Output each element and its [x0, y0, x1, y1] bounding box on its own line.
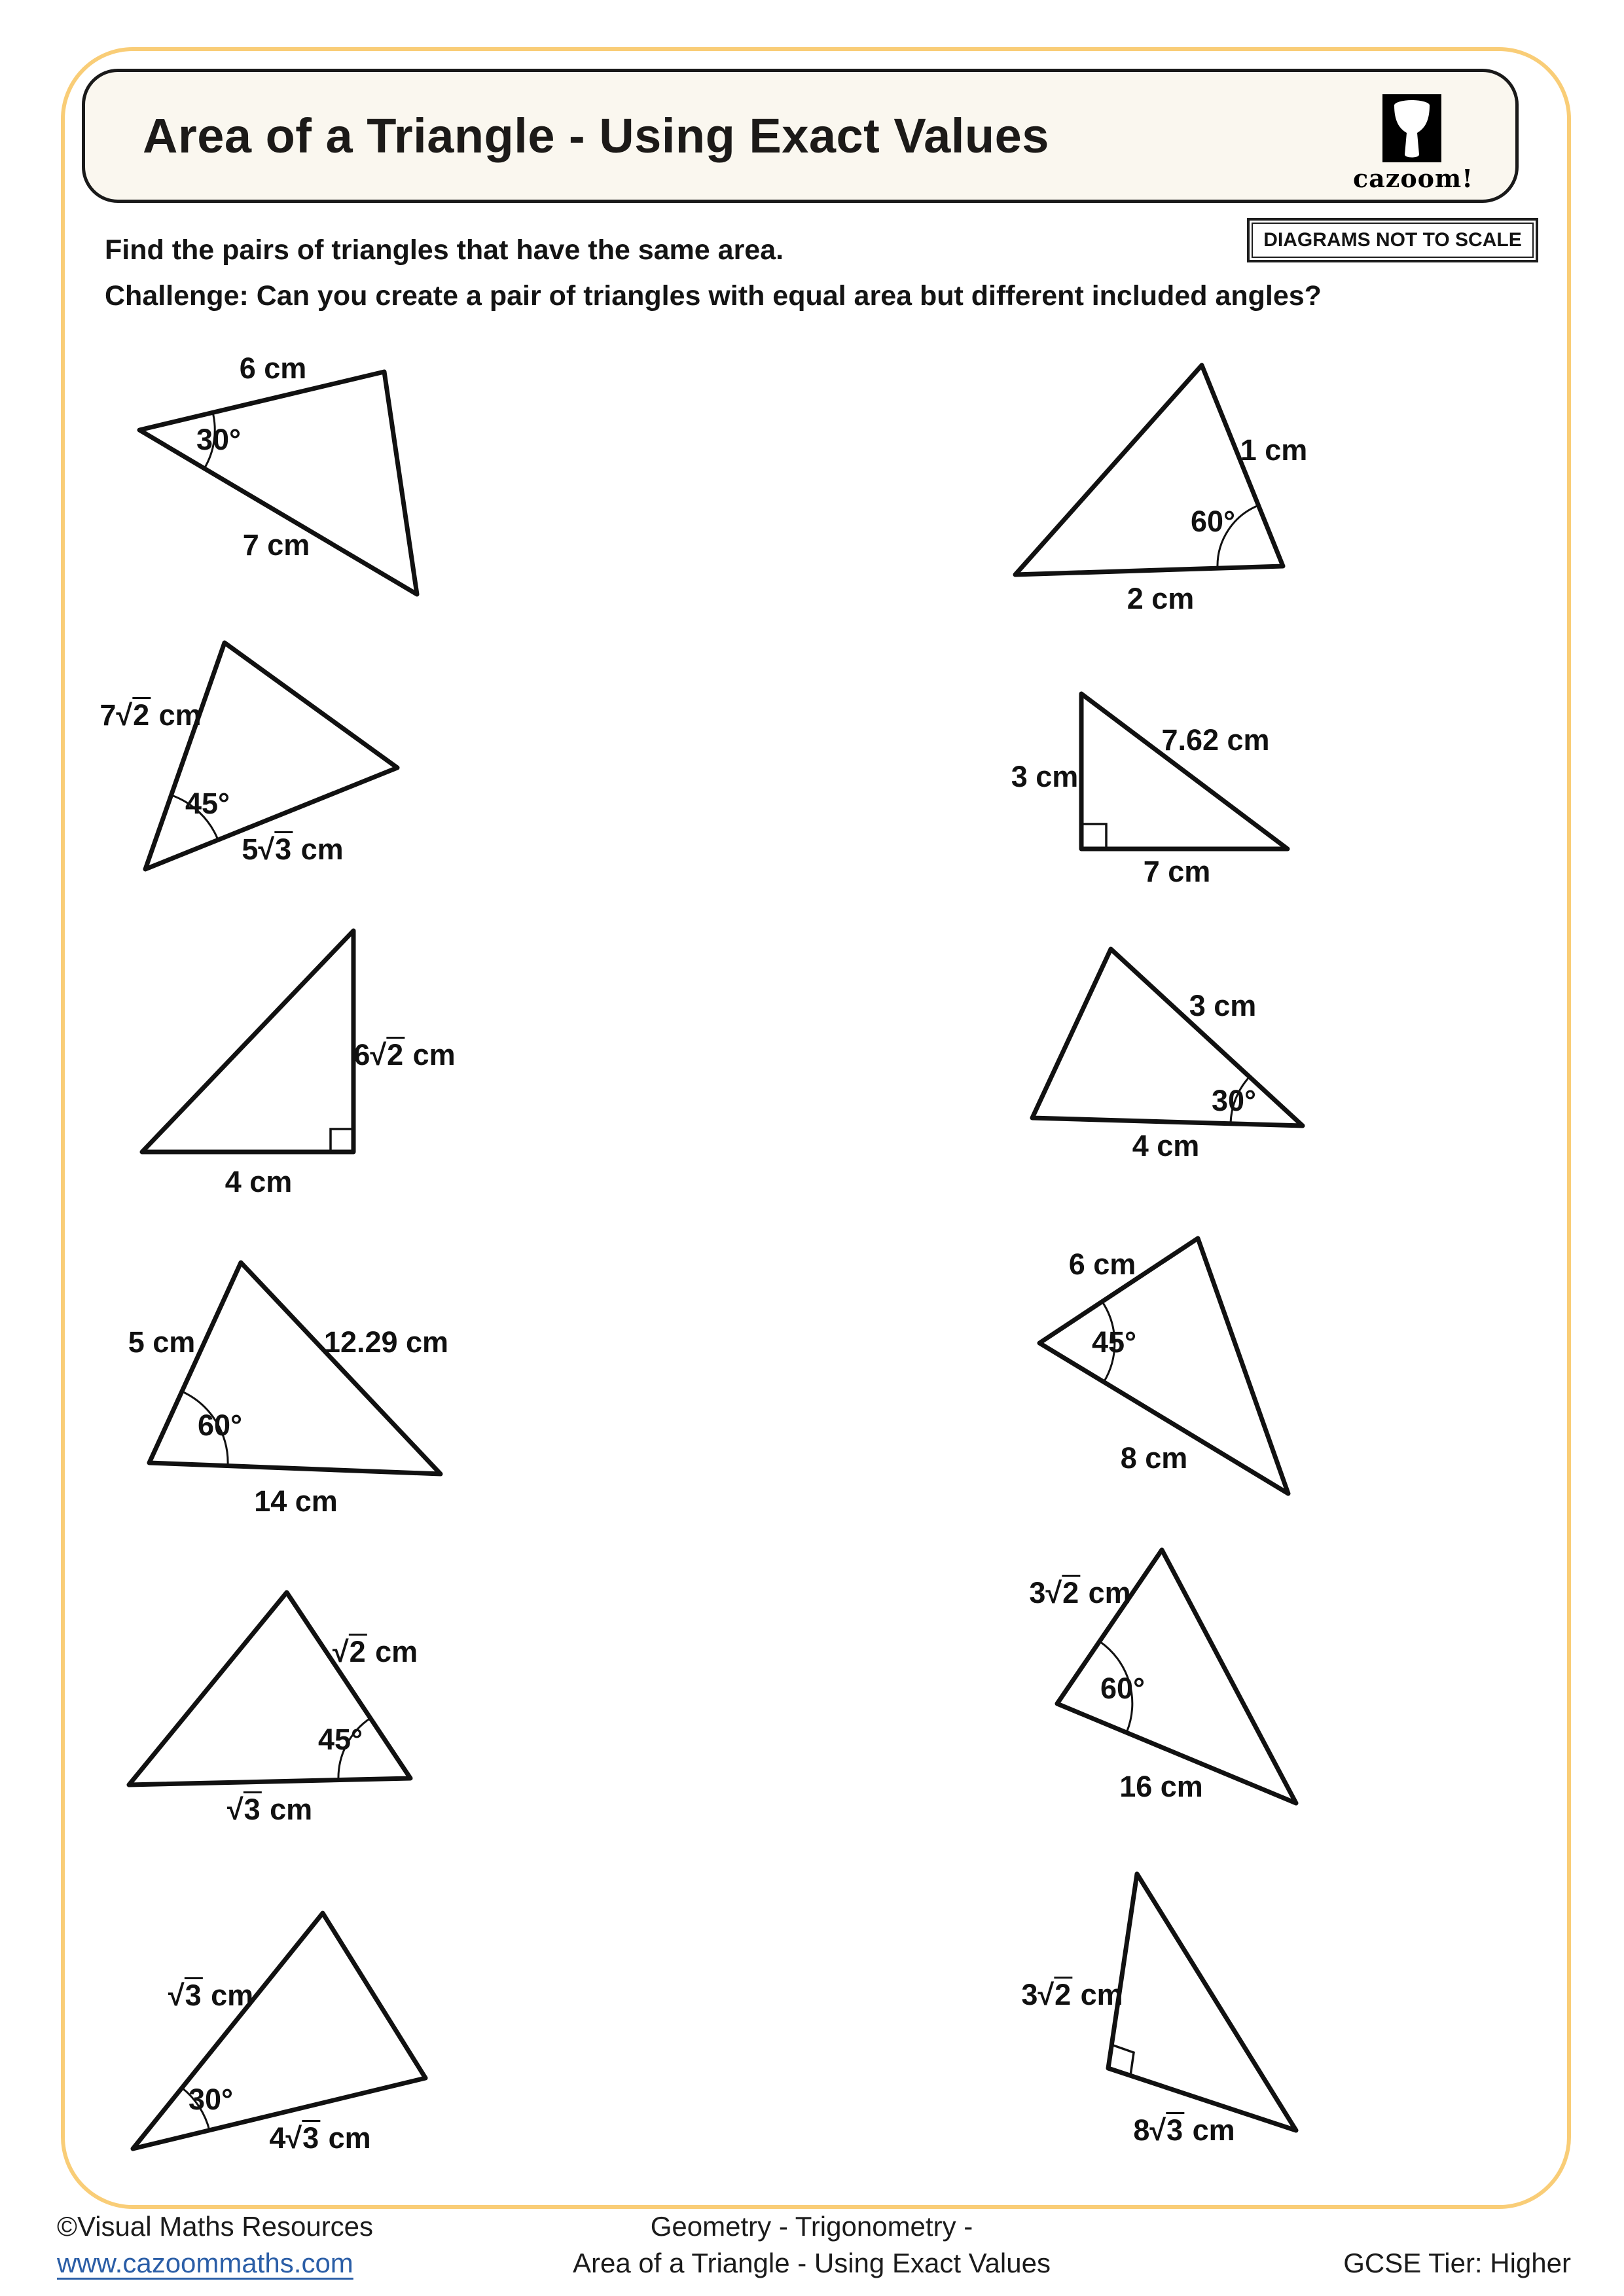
t10-angle-label: 60° — [1100, 1672, 1146, 1705]
t6-side-label: 3 cm — [1189, 989, 1257, 1022]
challenge-text: Challenge: Can you create a pair of triangles with equal area but different included angles? — [105, 280, 1322, 312]
t9-side-label: √3 cm — [226, 1793, 313, 1826]
copyright-text: ©Visual Maths Resources — [57, 2211, 374, 2242]
t10-side-label: 3√2 cm — [1029, 1576, 1131, 1609]
t11-side-label: √3 cm — [168, 1979, 254, 2012]
footer-topic-line2: Area of a Triangle - Using Exact Values — [573, 2248, 1051, 2278]
triangle-4-shape — [1081, 694, 1288, 849]
t4-side-label: 7.62 cm — [1161, 723, 1270, 757]
triangle-9-shape — [129, 1592, 410, 1785]
t10-side-label: 16 cm — [1119, 1770, 1203, 1803]
t2-side-label: 1 cm — [1240, 433, 1308, 467]
t7-side-label: 14 cm — [254, 1484, 338, 1518]
t4-side-label: 7 cm — [1143, 855, 1211, 888]
tier-label: GCSE Tier: Higher — [1343, 2248, 1571, 2278]
t9-side-label: √2 cm — [332, 1635, 418, 1668]
t7-angle-label: 60° — [197, 1408, 243, 1442]
not-to-scale-text: DIAGRAMS NOT TO SCALE — [1252, 223, 1534, 258]
t8-side-label: 8 cm — [1120, 1441, 1188, 1475]
t1-side-label: 6 cm — [239, 351, 307, 385]
t7-side-label: 12.29 cm — [323, 1325, 449, 1359]
t7-side-label: 5 cm — [128, 1325, 196, 1359]
t8-angle-label: 45° — [1091, 1325, 1137, 1359]
t3-side-label: 5√3 cm — [242, 833, 344, 866]
t11-angle-label: 30° — [188, 2083, 234, 2116]
t11-side-label: 4√3 cm — [269, 2121, 371, 2155]
triangle-5-shape — [142, 931, 353, 1152]
t1-side-label: 7 cm — [242, 528, 310, 562]
t3-angle-label: 45° — [185, 787, 230, 820]
t4-side-label: 3 cm — [1011, 760, 1079, 793]
triangle-2-shape — [1015, 365, 1283, 575]
triangle-11-shape — [133, 1913, 425, 2149]
t12-side-label: 8√3 cm — [1133, 2113, 1235, 2147]
t9-angle-label: 45° — [317, 1723, 363, 1756]
logo-wordmark: cazoom! — [1353, 164, 1473, 193]
instruction-text: Find the pairs of triangles that have the same area. — [105, 234, 784, 266]
t12-side-label: 3√2 cm — [1021, 1978, 1123, 2011]
footer-topic-line1: Geometry - Trigonometry - — [650, 2211, 973, 2242]
t6-side-label: 4 cm — [1132, 1129, 1200, 1162]
triangle-12-shape — [1108, 1874, 1296, 2130]
t6-angle-label: 30° — [1211, 1084, 1257, 1117]
t1-angle-label: 30° — [196, 423, 242, 456]
website-link[interactable]: www.cazoommaths.com — [57, 2248, 353, 2278]
t2-angle-label: 60° — [1190, 505, 1236, 538]
t5-side-label: 4 cm — [225, 1165, 293, 1198]
t5-side-label: 6√2 cm — [353, 1038, 456, 1071]
page-title: Area of a Triangle - Using Exact Values — [143, 109, 1049, 163]
t2-side-label: 2 cm — [1127, 582, 1195, 615]
triangle-6-shape — [1032, 949, 1303, 1126]
t8-side-label: 6 cm — [1068, 1247, 1136, 1281]
triangle-7-shape — [149, 1263, 441, 1474]
t3-side-label: 7√2 cm — [99, 698, 202, 732]
